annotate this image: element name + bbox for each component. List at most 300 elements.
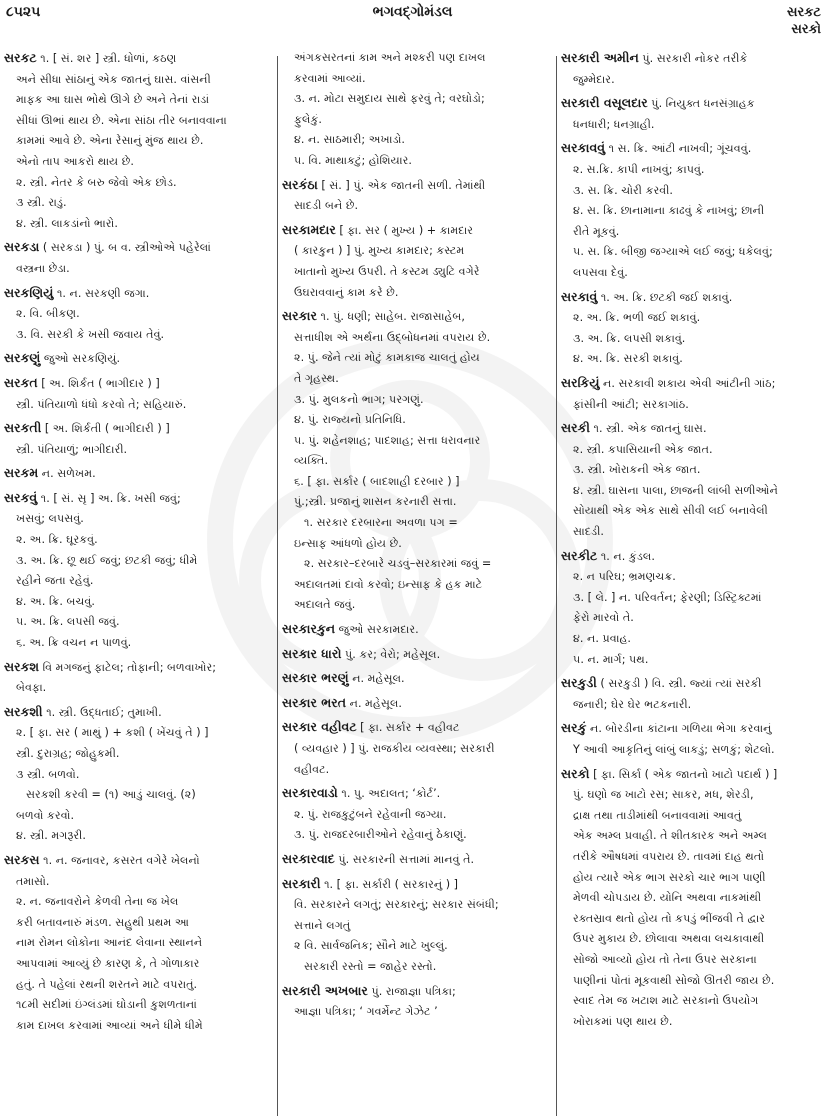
definition-text: ૧. [ સં. સૃ ] અ. ક્રિ. ખસી જવું; bbox=[37, 491, 181, 505]
entry-line bbox=[4, 551, 268, 572]
entry-line bbox=[282, 957, 546, 978]
definition-text: ૪. સ્ત્રી. મગરૂરી. bbox=[16, 829, 86, 843]
definition-text: સોયાથી એક એક સાથે સીવી લઈ બનાવેલી bbox=[573, 504, 768, 518]
entry-line bbox=[561, 847, 823, 868]
definition-text: ૪. ન. સાઠમારી; અખાડો. bbox=[294, 133, 405, 147]
definition-text: આપવામાં આવ્યું છે કારણ કે, તે ગોળાકાર bbox=[16, 956, 200, 970]
entry-line bbox=[282, 513, 546, 534]
entry-line bbox=[4, 723, 268, 744]
entry-line bbox=[282, 348, 546, 369]
entry-line bbox=[561, 308, 823, 329]
definition-text: દ્રાક્ષ તથા તાડીમાંથી બનાવવામાં આવતું bbox=[573, 808, 742, 822]
definition-text: ૩. સ્ત્રી. ખોરાકની એક જાત. bbox=[573, 463, 701, 477]
headword: સરકી bbox=[561, 420, 590, 436]
dictionary-entry bbox=[561, 138, 823, 283]
definition-text: ન. સળેખમ. bbox=[38, 467, 96, 481]
entry-line bbox=[282, 451, 546, 472]
entry-line bbox=[561, 971, 823, 992]
definition-text: ૨. સ્ત્રી. કપાસિયાની એક જાત. bbox=[573, 442, 713, 456]
definition-text: ૧ સ. ક્રિ. આંટી નાખવી; ગૂંચવવું. bbox=[605, 142, 752, 156]
dictionary-entry bbox=[4, 348, 268, 370]
entry-line bbox=[4, 463, 268, 485]
dictionary-entry bbox=[4, 48, 268, 234]
definition-text: તમાસો. bbox=[16, 874, 50, 888]
headword: સરકણિયું bbox=[4, 284, 54, 300]
definition-text: ૪. સ્ત્રી. ઘાસના પાલા, છાજની લાંબી સળીઓને bbox=[573, 483, 778, 497]
dictionary-entry bbox=[4, 488, 268, 654]
definition-text: હોય ત્યારે એક ભાગ સરકો ચાર ભાગ પાણી bbox=[573, 870, 766, 884]
definition-text: ૧. ન. સરકણી જગા. bbox=[53, 286, 150, 300]
entry-line bbox=[4, 325, 268, 346]
column-1 bbox=[4, 48, 274, 1119]
entry-line bbox=[561, 588, 823, 609]
definition-text: હતું. તે પહેલાં રથની શરતને માટે વપરાતું. bbox=[16, 977, 198, 991]
definition-text: વહીવટ. bbox=[294, 762, 330, 776]
entry-line bbox=[282, 110, 546, 131]
definition-text: ન. બોરડીના કાંટાના ગળિયા ભેગા કરવાનું bbox=[586, 722, 772, 736]
entry-line bbox=[561, 418, 823, 440]
definition-text: [ અ. શિર્કત ( ભાગીદાર ) ] bbox=[37, 376, 160, 390]
entry-line bbox=[282, 895, 546, 916]
definition-text: ૪. ન. પ્રવાહ. bbox=[573, 632, 631, 646]
entry-line bbox=[561, 48, 823, 70]
dictionary-entry bbox=[4, 237, 268, 279]
headword: સરકારવાડો bbox=[282, 785, 338, 801]
headword: સરકારી વસૂલદાર bbox=[561, 95, 648, 111]
definition-text: ૨. [ ફા. સર ( માથું ) + કશી ( ખેંચવું તે ) ] bbox=[16, 726, 209, 740]
definition-text: ૧. અ. ક્રિ. છટકી જઈ શકાવું. bbox=[597, 290, 733, 304]
entry-line bbox=[561, 806, 823, 827]
entry-line bbox=[4, 913, 268, 934]
headword: સરકો bbox=[561, 765, 590, 781]
definition-text: મેળવી ચોપડાય છે. યોનિ અથવા નાકમાંથી bbox=[573, 891, 762, 905]
definition-text: સાદડી બને છે. bbox=[294, 199, 359, 213]
definition-text: ૨. ન. જનાવરોને કેળવી તેના જ ખેલ bbox=[16, 895, 179, 909]
definition-text: ૨. સ્ત્રી. નેતર કે બરુ જેવો એક છોડ. bbox=[16, 175, 177, 189]
definition-text: સીધાં ઊભાં થાય છે. એના સાંઠા તીર બનાવવાના bbox=[16, 113, 227, 127]
entry-line bbox=[282, 151, 546, 172]
entry-line bbox=[282, 760, 546, 781]
entry-line bbox=[561, 501, 823, 522]
definition-text: ૩. અ. ક્રિ. લપસી શકાવું. bbox=[573, 331, 686, 345]
entry-line bbox=[4, 488, 268, 510]
entry-line bbox=[561, 349, 823, 370]
definition-text: [ અ. શિર્કતી ( ભાગીદારી ) ] bbox=[41, 422, 170, 436]
entry-line bbox=[282, 874, 546, 896]
entry-line bbox=[4, 826, 268, 847]
definition-text: વ્યક્તિ. bbox=[294, 454, 329, 468]
entry-line bbox=[4, 237, 268, 259]
definition-text: ૨. ન પરિઘ; ભ્રમણચક્ર. bbox=[573, 570, 676, 584]
definition-text: ૩. સ. ક્રિ. ચોરી કરવી. bbox=[573, 183, 673, 197]
entry-line bbox=[282, 472, 546, 493]
entry-line bbox=[561, 287, 823, 309]
headword: સરકારી અમીન bbox=[561, 50, 639, 65]
entry-line bbox=[282, 805, 546, 826]
entry-line bbox=[4, 283, 268, 305]
entry-line bbox=[561, 93, 823, 115]
running-title: ભગવદ્ગોમંડલ bbox=[372, 4, 453, 20]
definition-text: ૪. અ. ક્રિ. બચવું. bbox=[16, 594, 95, 608]
definition-text: સ્ત્રી. પંતિયાળું; ભાગીદારી. bbox=[16, 442, 128, 456]
definition-text: ( વ્યવહાર ) ] પું. રાજકીય વ્યવસ્થા; સરકારી bbox=[294, 742, 495, 755]
entry-line bbox=[282, 717, 546, 739]
dictionary-entry bbox=[561, 287, 823, 370]
entry-line bbox=[561, 70, 823, 91]
entry-line bbox=[4, 530, 268, 551]
definition-text: એનો તાપ આકરો થાય છે. bbox=[16, 154, 134, 168]
entry-line bbox=[282, 328, 546, 349]
definition-text: પું. નિયુક્ત ધનસંગ્રાહક bbox=[647, 97, 755, 111]
dictionary-entry bbox=[282, 175, 546, 217]
entry-line bbox=[561, 650, 823, 671]
definition-text: સ્ત્રી. પંતિયાળો ધંધો કરવો તે; સહિયારું. bbox=[16, 397, 187, 411]
entry-line bbox=[4, 806, 268, 827]
definition-text: પું. ઘણો જ ખાટો રસ; સાકર, મધ, શેરડી, bbox=[573, 788, 754, 802]
entry-line bbox=[561, 950, 823, 971]
definition-text: ન. સરકાવી શકાય એવી આંટીની ગાંઠ; bbox=[599, 376, 776, 390]
entry-line bbox=[4, 785, 268, 806]
definition-text: પું. રાજાજ્ઞા પત્રિકા; bbox=[367, 984, 456, 998]
dictionary-columns bbox=[0, 48, 825, 1119]
definition-text: ૨. અ. ક્રિ. ભળી જઈ શકાવું. bbox=[573, 311, 701, 325]
entry-line bbox=[4, 933, 268, 954]
definition-text: નામ રોમન લોકોના આનંદ લેવાના સ્થાનને bbox=[16, 936, 203, 950]
definition-text: કરી બતાવનારું મંડળ. સહુથી પ્રથમ આ bbox=[16, 915, 190, 929]
dictionary-entry bbox=[561, 718, 823, 760]
entry-line bbox=[282, 1002, 546, 1023]
definition-text: ૧૮મી સદીમાં ઇંગ્લંડમાં ઘોડાની કુશળતાનાં bbox=[16, 998, 197, 1012]
definition-text: ૧. સ્ત્રી. એક જાતનું ઘાસ. bbox=[590, 422, 707, 436]
entry-line bbox=[282, 48, 546, 69]
dictionary-entry bbox=[282, 783, 546, 846]
definition-text: બળવો કરવો. bbox=[16, 808, 75, 822]
definition-text: ૫. પું. શહેનશાહ; પાદશાહ; સત્તા ધરાવનાર bbox=[294, 433, 481, 447]
definition-text: લપસવા દેવું. bbox=[573, 265, 628, 279]
entry-line bbox=[282, 668, 546, 690]
entry-line bbox=[4, 395, 268, 416]
definition-text: ફાંસીની આંટી; સરકાગાંઠ. bbox=[573, 397, 689, 411]
definition-text: ન. મહેસૂલ. bbox=[346, 696, 402, 710]
entry-line bbox=[4, 765, 268, 786]
definition-text: રક્તસ્રાવ થતો હોય તો કપડું ભીંજવી તે દ્વાર bbox=[573, 911, 766, 925]
definition-text: ઉપર મુકાય છે. છોલાવા અથવા લચકાવાથી bbox=[573, 932, 765, 946]
headword: સરકાર ભરણું bbox=[282, 670, 349, 686]
entry-line bbox=[4, 850, 268, 872]
entry-line bbox=[282, 283, 546, 304]
dictionary-entry bbox=[4, 373, 268, 415]
definition-text: ૨. વિ. બીકણ. bbox=[16, 307, 80, 321]
dictionary-entry bbox=[282, 981, 546, 1023]
entry-line bbox=[561, 740, 823, 761]
definition-text: અદાલતમાં દાવો કરવો; ઇન્સાફ કે હક માટે bbox=[294, 577, 483, 591]
definition-text: ૩. વિ. સરકી કે ખસી જવાય તેવું. bbox=[16, 327, 165, 341]
entry-line bbox=[282, 644, 546, 666]
definition-text: ૧. સ્ત્રી. ઉદ્ધતાઈ; તુમાખી. bbox=[42, 705, 162, 719]
definition-text: બેવફા. bbox=[16, 681, 47, 695]
entry-line bbox=[4, 90, 268, 111]
definition-text: ૨. સ.ક્રિ. કાપી નાખવું; કાપવું. bbox=[573, 162, 705, 176]
entry-line bbox=[282, 130, 546, 151]
headword: સરકાર વહીવટ bbox=[282, 719, 357, 735]
guide-word-first: સરકટ bbox=[787, 5, 821, 20]
definition-text: અને સીધા સાંઠાનું એક જાતનું ઘાસ. વાંસની bbox=[16, 72, 211, 86]
headword: સરકટ bbox=[4, 50, 37, 65]
definition-text: ૨. અ. ક્રિ. ઘૂરકવું. bbox=[16, 533, 98, 547]
definition-text: ૪. સ. ક્રિ. છાનામાના કાઢવું કે નાખવું; છાની bbox=[573, 204, 765, 218]
definition-text: ( સરકુડી ) વિ. સ્ત્રી. જ્યાં ત્યાં સરકી bbox=[596, 677, 762, 691]
entry-line bbox=[282, 492, 546, 513]
entry-line bbox=[561, 608, 823, 629]
entry-line bbox=[561, 329, 823, 350]
entry-line bbox=[4, 872, 268, 893]
definition-text: ૧. પુ. અદાલત; ‘કોર્ટ’. bbox=[337, 787, 441, 801]
dictionary-entry bbox=[282, 306, 546, 616]
definition-text: ૪. પું. રાજ્યનો પ્રતિનિધિ. bbox=[294, 413, 406, 427]
definition-text: ૧. પું. ધણી; સાહેબ. રાજાસાહેબ, bbox=[316, 310, 465, 324]
headword: સરકાવવું bbox=[561, 140, 606, 156]
entry-line bbox=[282, 410, 546, 431]
definition-text: ૬. [ ફા. સર્કાર ( બાદશાહી દરબાર ) ] bbox=[294, 474, 460, 488]
entry-line bbox=[561, 395, 823, 416]
entry-line bbox=[4, 193, 268, 214]
entry-line bbox=[561, 567, 823, 588]
definition-text: ૧. સરકાર દરબારના અવળા પગ = bbox=[304, 516, 458, 530]
entry-line bbox=[282, 534, 546, 555]
headword: સરકિયું bbox=[561, 374, 600, 390]
dictionary-entry bbox=[561, 93, 823, 135]
headword: સરકણું bbox=[4, 350, 41, 366]
definition-text: ન. મહેસૂલ. bbox=[348, 672, 405, 686]
definition-text: ૩. અ. ક્રિ. છૂ થઈ જવું; છટકી જવું; ધીમે bbox=[16, 553, 198, 567]
definition-text: જુઓ સરકામદાર. bbox=[335, 623, 419, 637]
definition-text: [ સં. ] પું. એક જાતની સળી. તેમાંથી bbox=[317, 178, 486, 192]
definition-text: Y આવી આકૃતિનું લાંબું લાકડું; સળકું; શેટલો. bbox=[573, 743, 775, 756]
entry-line bbox=[4, 348, 268, 370]
entry-line bbox=[282, 89, 546, 110]
dictionary-entry bbox=[4, 283, 268, 346]
definition-text: વિ. સરકારને લગતું; સરકારનું; સરકાર સંબંધી; bbox=[294, 898, 499, 912]
entry-line bbox=[561, 181, 823, 202]
entry-line bbox=[561, 909, 823, 930]
dictionary-entry bbox=[4, 418, 268, 460]
definition-text: સત્તાને લગતું bbox=[294, 918, 351, 932]
definition-text: માફક આ ઘાસ ભોથે ઊગે છે અને તેનાં રાડાં bbox=[16, 93, 210, 107]
definition-text: ૬. અ. ક્રિ વચન ન પાળવું. bbox=[16, 636, 132, 650]
entry-line bbox=[561, 481, 823, 502]
dictionary-entry bbox=[282, 693, 546, 715]
page-number: ૮૫૨૫ bbox=[6, 4, 41, 20]
entry-line bbox=[4, 702, 268, 724]
definition-text: ૧. ન. જનાવર, કસરત વગેરે ખેલનો bbox=[39, 853, 200, 867]
dictionary-entry bbox=[282, 619, 546, 641]
headword: સરકત bbox=[4, 374, 38, 390]
entry-line bbox=[561, 522, 823, 543]
definition-text: સરકારી રસ્તો = જાહેર રસ્તો. bbox=[304, 959, 437, 973]
dictionary-entry bbox=[282, 644, 546, 666]
entry-line bbox=[561, 629, 823, 650]
entry-line bbox=[4, 954, 268, 975]
definition-text: ૩ સ્ત્રી. રાડું. bbox=[16, 196, 67, 210]
definition-text: સ્ત્રી. દુરાગ્રહ; જોહુકમી. bbox=[16, 747, 120, 760]
definition-text: ( સરકડા ) પું. બ વ. સ્ત્રીઓએ પહેરેલાં bbox=[39, 241, 211, 255]
entry-line bbox=[282, 196, 546, 217]
dictionary-entry bbox=[4, 702, 268, 847]
entry-line bbox=[4, 440, 268, 461]
entry-line bbox=[4, 304, 268, 325]
entry-line bbox=[4, 131, 268, 152]
headword: સરકારી અખબાર bbox=[282, 982, 368, 998]
definition-text: અંગકસરતનાં કામ અને મશ્કરી પણ દાખલ bbox=[294, 51, 486, 64]
entry-line bbox=[4, 48, 268, 70]
definition-text: કામ દાખલ કરવામાં આવ્યાં અને ધીમે ધીમે bbox=[16, 1018, 203, 1032]
dictionary-entry bbox=[282, 717, 546, 780]
dictionary-entry bbox=[282, 874, 546, 978]
definition-text: ૩ સ્ત્રી. બળવો. bbox=[16, 767, 80, 781]
definition-text: ધનધારી; ધનગ્રાહી. bbox=[573, 117, 655, 131]
entry-line bbox=[561, 138, 823, 160]
headword: સરકવું bbox=[4, 489, 38, 505]
entry-line bbox=[282, 849, 546, 871]
definition-text: તરીકે ઔષધમાં વપરાય છે. તાવમાં દાહ થતો bbox=[573, 849, 765, 863]
entry-line bbox=[561, 201, 823, 222]
dictionary-entry bbox=[282, 220, 546, 303]
column-divider bbox=[556, 56, 557, 1116]
definition-text: સોજો આવ્યો હોય તો તેના ઉપર સરકાના bbox=[573, 952, 757, 966]
entry-line bbox=[561, 826, 823, 847]
definition-text: રીતે મૂકવું. bbox=[573, 224, 620, 238]
definition-text: ૨ વિ. સાર્વજનિક; સૌને માટે ખુલ્લું. bbox=[294, 939, 448, 953]
guide-words bbox=[787, 4, 821, 38]
entry-line bbox=[4, 259, 268, 280]
entry-line bbox=[282, 369, 546, 390]
definition-text: કામમાં આવે છે. એના રેસાનું મુંજ થાય છે. bbox=[16, 134, 204, 148]
definition-text: સ્વાદ તેમ જ ખટાશ માટે સરકાનો ઉપયોગ bbox=[573, 994, 759, 1008]
headword: સરકીટ bbox=[561, 547, 598, 563]
entry-line bbox=[4, 418, 268, 440]
headword: સરકમ bbox=[4, 465, 39, 481]
entry-line bbox=[4, 111, 268, 132]
page-header bbox=[0, 0, 825, 48]
definition-text: જનારી; ઘેર ઘેર ભટકનારી. bbox=[573, 697, 692, 711]
entry-line bbox=[282, 783, 546, 805]
headword: સરકંઠા bbox=[282, 176, 318, 192]
entry-line bbox=[561, 263, 823, 284]
definition-text: સરકશી કરવી = (૧) આડું ચાલવું. (૨) bbox=[26, 788, 196, 802]
entry-line bbox=[4, 509, 268, 530]
definition-text: ૪. અ. ક્રિ. સરકી શકાવું. bbox=[573, 352, 683, 366]
definition-text: ૩. ન. મોટા સમુદાય સાથે ફરવું તે; વરઘોડો; bbox=[294, 92, 485, 106]
entry-line bbox=[561, 160, 823, 181]
definition-text: ૫. વિ. માથાકટું; હોશિયાર. bbox=[294, 153, 412, 167]
entry-line bbox=[561, 785, 823, 806]
definition-text: ૨. સરકાર–દરબારે ચડવું–સરકારમાં જવું = bbox=[304, 557, 492, 571]
dictionary-entry bbox=[4, 850, 268, 1036]
definition-text: સાદડી. bbox=[573, 525, 604, 539]
entry-line bbox=[561, 868, 823, 889]
entry-line bbox=[561, 888, 823, 909]
headword: સરકુડી bbox=[561, 675, 597, 691]
headword: સરકારવાદ bbox=[282, 850, 335, 866]
column-2 bbox=[282, 48, 552, 1119]
entry-line bbox=[282, 390, 546, 411]
entry-line bbox=[282, 220, 546, 242]
definition-text: જુઓ સરકણિયું. bbox=[40, 352, 121, 366]
dictionary-entry bbox=[561, 764, 823, 1033]
headword: સરકારકુન bbox=[282, 621, 336, 637]
entry-line bbox=[561, 695, 823, 716]
guide-word-last: સરકો bbox=[791, 22, 821, 37]
dictionary-entry bbox=[561, 373, 823, 415]
dictionary-entry bbox=[282, 668, 546, 690]
definition-text: પાણીનાં પોતાં મૂકવાથી સોજો ઊતરી જાય છે. bbox=[573, 973, 775, 987]
entry-line bbox=[4, 152, 268, 173]
headword: સરકશ bbox=[4, 658, 40, 674]
definition-text: ૧. [ ફા. સર્કારી ( સરકારનું ) ] bbox=[320, 877, 459, 891]
entry-line bbox=[561, 991, 823, 1012]
definition-text: ફુલેકું. bbox=[294, 112, 322, 126]
entry-line bbox=[282, 595, 546, 616]
dictionary-entry bbox=[561, 546, 823, 671]
entry-line bbox=[282, 619, 546, 641]
entry-line bbox=[282, 693, 546, 715]
entry-line bbox=[4, 373, 268, 395]
definition-text: ખસવું; લપસવું. bbox=[16, 512, 84, 526]
definition-text: અદાલતે જવું. bbox=[294, 598, 356, 612]
entry-line bbox=[4, 975, 268, 996]
definition-text: રહીને જતા રહેવું. bbox=[16, 574, 94, 588]
definition-text: તે ગૃહસ્થ. bbox=[294, 371, 339, 385]
headword: સરકાર bbox=[282, 308, 317, 324]
entry-line bbox=[4, 214, 268, 235]
definition-text: એક અમ્લ પ્રવાહી. તે શીતકારક અને અમ્લ bbox=[573, 829, 767, 843]
entry-line bbox=[561, 673, 823, 695]
definition-text: ઇન્સાફ આંધળો હોય છે. bbox=[294, 536, 402, 550]
definition-text: સત્તાધીશ એ અર્થના ઉદ્બોધનમાં વપરાય છે. bbox=[294, 330, 491, 344]
entry-line bbox=[561, 929, 823, 950]
entry-line bbox=[561, 440, 823, 461]
definition-text: ( કારકુન ) ] પું. મુખ્ય કામદાર; કસ્ટમ bbox=[294, 244, 465, 258]
definition-text: વિ મગજનું ફાટેલ; તોફાની; બળવાખોર; bbox=[39, 660, 217, 674]
entry-line bbox=[282, 916, 546, 937]
entry-line bbox=[561, 460, 823, 481]
column-3 bbox=[561, 48, 823, 1119]
column-divider bbox=[277, 56, 278, 1116]
definition-text: ૨. પું. રાજકુટુંબને રહેવાની જગ્યા. bbox=[294, 807, 447, 821]
definition-text: ૧. ન. કુંડલ. bbox=[597, 549, 655, 563]
definition-text: ઉઘરાવવાનું કામ કરે છે. bbox=[294, 285, 399, 299]
entry-line bbox=[282, 431, 546, 452]
definition-text: ખાતાનો મુખ્ય ઉપરી. તે કસ્ટમ ડ્યુટિ વગેરે bbox=[294, 264, 480, 278]
entry-line bbox=[4, 678, 268, 699]
definition-text: ૫. અ. ક્રિ. લપસી જવું. bbox=[16, 615, 120, 629]
entry-line bbox=[282, 262, 546, 283]
entry-line bbox=[282, 981, 546, 1003]
definition-text: [ ફા. સિર્કા ( એક જાતનો ખાટો પદાર્થ ) ] bbox=[589, 767, 778, 781]
headword: સરકાર ધારો bbox=[282, 645, 342, 661]
definition-text: ૩. પું. મુલકનો ભાગ; પરગણું. bbox=[294, 392, 424, 406]
entry-line bbox=[282, 241, 546, 262]
definition-text: [ ફા. સર્કાર + વહીવટ bbox=[356, 721, 460, 735]
definition-text: જુમ્મેદાર. bbox=[573, 72, 615, 86]
headword: સરકાવું bbox=[561, 288, 598, 304]
dictionary-entry bbox=[282, 849, 546, 871]
definition-text: ૫. ન. માર્ગ; પથ. bbox=[573, 652, 649, 666]
entry-line bbox=[4, 70, 268, 91]
entry-line bbox=[561, 718, 823, 740]
entry-line bbox=[561, 373, 823, 395]
dictionary-entry bbox=[561, 673, 823, 715]
